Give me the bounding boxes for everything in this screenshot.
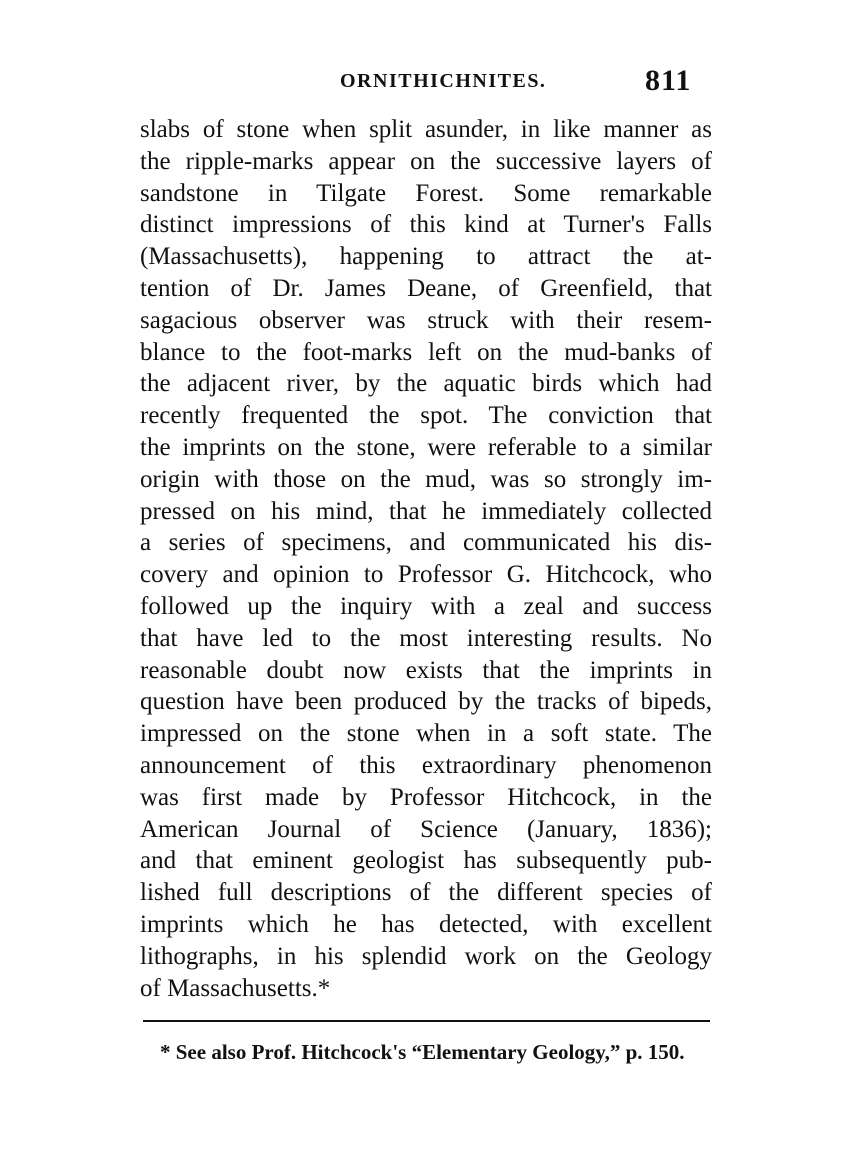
text-line: origin with those on the mud, was so strongly im- [140, 465, 712, 493]
text-line: reasonable doubt now exists that the imprints in [140, 656, 712, 684]
text-line: distinct impressions of this kind at Turner's Falls [140, 211, 712, 239]
text-line: pressed on his mind, that he immediately collected [140, 497, 712, 525]
text-line: blance to the foot-marks left on the mud-banks of [140, 338, 712, 366]
text-line: imprints which he has detected, with excellent [140, 910, 712, 938]
text-line: American Journal of Science (January, 1836); [140, 815, 712, 843]
text-line: the imprints on the stone, were referable to a similar [140, 433, 712, 461]
text-line: and that eminent geologist has subsequently pub- [140, 847, 712, 875]
text-line: followed up the inquiry with a zeal and success [140, 592, 712, 620]
footnote: * See also Prof. Hitchcock's “Elementary Geology,” p. 150. [160, 1040, 685, 1064]
text-line: a series of specimens, and communicated his dis- [140, 529, 712, 557]
running-title: ORNITHICHNITES. [340, 70, 547, 92]
text-line: the adjacent river, by the aquatic birds which had [140, 370, 712, 398]
text-line: slabs of stone when split asunder, in like manner as [140, 116, 712, 143]
text-line: impressed on the stone when in a soft state. The [140, 720, 712, 748]
text-line: that have led to the most interesting results. No [140, 624, 712, 652]
text-line: lithographs, in his splendid work on the Geology [140, 942, 712, 970]
running-header [0, 64, 850, 104]
text-line: recently frequented the spot. The conviction that [140, 402, 712, 430]
text-line: tention of Dr. James Deane, of Greenfield, that [140, 274, 712, 302]
text-line: (Massachusetts), happening to attract the at- [140, 243, 712, 271]
footnote-divider [143, 1020, 710, 1022]
text-line: covery and opinion to Professor G. Hitchcock, who [140, 561, 712, 589]
text-line: lished full descriptions of the different species of [140, 879, 712, 907]
text-line: question have been produced by the tracks of bipeds, [140, 688, 712, 716]
text-line-last: of Massachusetts.* [140, 974, 331, 1002]
text-line: announcement of this extraordinary phenomenon [140, 751, 712, 779]
body-text [140, 114, 712, 1004]
page-number: 811 [645, 64, 692, 97]
text-line: the ripple-marks appear on the successive layers of [140, 147, 712, 175]
text-line: sagacious observer was struck with their resem- [140, 306, 712, 334]
text-line: was first made by Professor Hitchcock, in the [140, 783, 712, 811]
text-line: sandstone in Tilgate Forest. Some remarkable [140, 179, 712, 207]
